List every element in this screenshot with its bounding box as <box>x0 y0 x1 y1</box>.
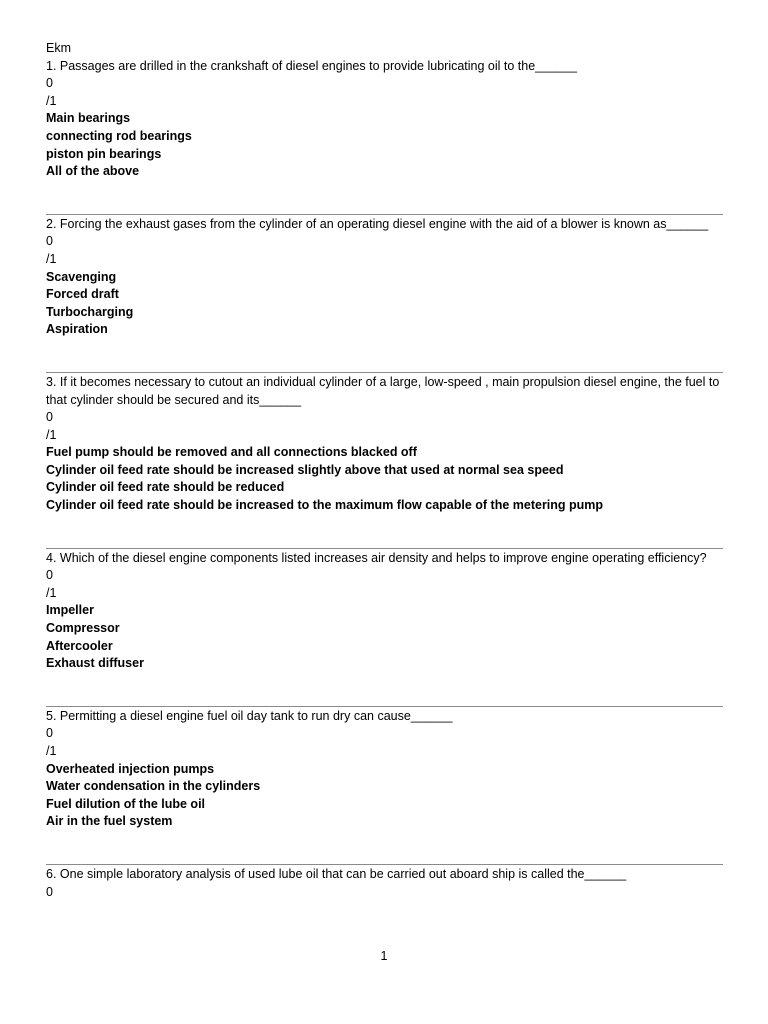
question-5 <box>46 708 723 831</box>
question-text: 3. If it becomes necessary to cutout an individual cylinder of a large, low-speed , main propulsion diesel engine, the fuel to that cylinder should be secured and its______ <box>46 374 720 407</box>
page-number: 1 <box>380 949 388 963</box>
answer-option: Water condensation in the cylinders <box>46 779 261 794</box>
question-4 <box>46 550 723 673</box>
answer-option: Scavenging <box>46 269 117 284</box>
answer-option: Impeller <box>46 603 94 618</box>
question-score: 0 <box>46 76 53 91</box>
question-3 <box>46 374 723 515</box>
answer-option: Aspiration <box>46 322 108 337</box>
question-text: 2. Forcing the exhaust gases from the cylinder of an operating diesel engine with the aid of a blower is known as______ <box>46 216 709 231</box>
answer-option: piston pin bearings <box>46 146 162 161</box>
question-max-score: /1 <box>46 585 57 600</box>
question-text: 1. Passages are drilled in the crankshaft of diesel engines to provide lubricating oil to the______ <box>46 58 577 73</box>
answer-option: Cylinder oil feed rate should be increased to the maximum flow capable of the metering pump <box>46 498 604 513</box>
question-max-score: /1 <box>46 251 57 266</box>
answer-option: Fuel pump should be removed and all connections blacked off <box>46 445 417 460</box>
question-text: 6. One simple laboratory analysis of used lube oil that can be carried out aboard ship is called the______ <box>46 866 627 881</box>
answer-option: Exhaust diffuser <box>46 656 144 671</box>
answer-option: connecting rod bearings <box>46 128 192 143</box>
question-max-score: /1 <box>46 427 57 442</box>
question-6 <box>46 866 723 901</box>
answer-option: Overheated injection pumps <box>46 761 215 776</box>
answer-option: All of the above <box>46 164 140 179</box>
question-text: 5. Permitting a diesel engine fuel oil day tank to run dry can cause______ <box>46 708 453 723</box>
question-1 <box>46 58 723 181</box>
question-score: 0 <box>46 234 53 249</box>
question-text: 4. Which of the diesel engine components listed increases air density and helps to improve engine operating efficiency? <box>46 550 707 565</box>
question-max-score: /1 <box>46 93 57 108</box>
question-2 <box>46 216 723 339</box>
question-max-score: /1 <box>46 744 57 758</box>
question-score: 0 <box>46 726 53 741</box>
answer-option: Air in the fuel system <box>46 814 173 829</box>
answer-option: Fuel dilution of the lube oil <box>46 796 206 811</box>
answer-option: Forced draft <box>46 287 119 302</box>
answer-option: Aftercooler <box>46 638 113 653</box>
answer-option: Compressor <box>46 621 120 636</box>
answer-option: Main bearings <box>46 111 131 126</box>
document-page <box>46 40 723 901</box>
question-score: 0 <box>46 884 53 899</box>
question-score: 0 <box>46 568 53 583</box>
answer-option: Cylinder oil feed rate should be reduced <box>46 480 285 495</box>
header-label: Ekm <box>46 41 71 55</box>
answer-option: Turbocharging <box>46 304 134 319</box>
answer-option: Cylinder oil feed rate should be increased slightly above that used at normal sea speed <box>46 462 564 477</box>
question-score: 0 <box>46 410 53 425</box>
